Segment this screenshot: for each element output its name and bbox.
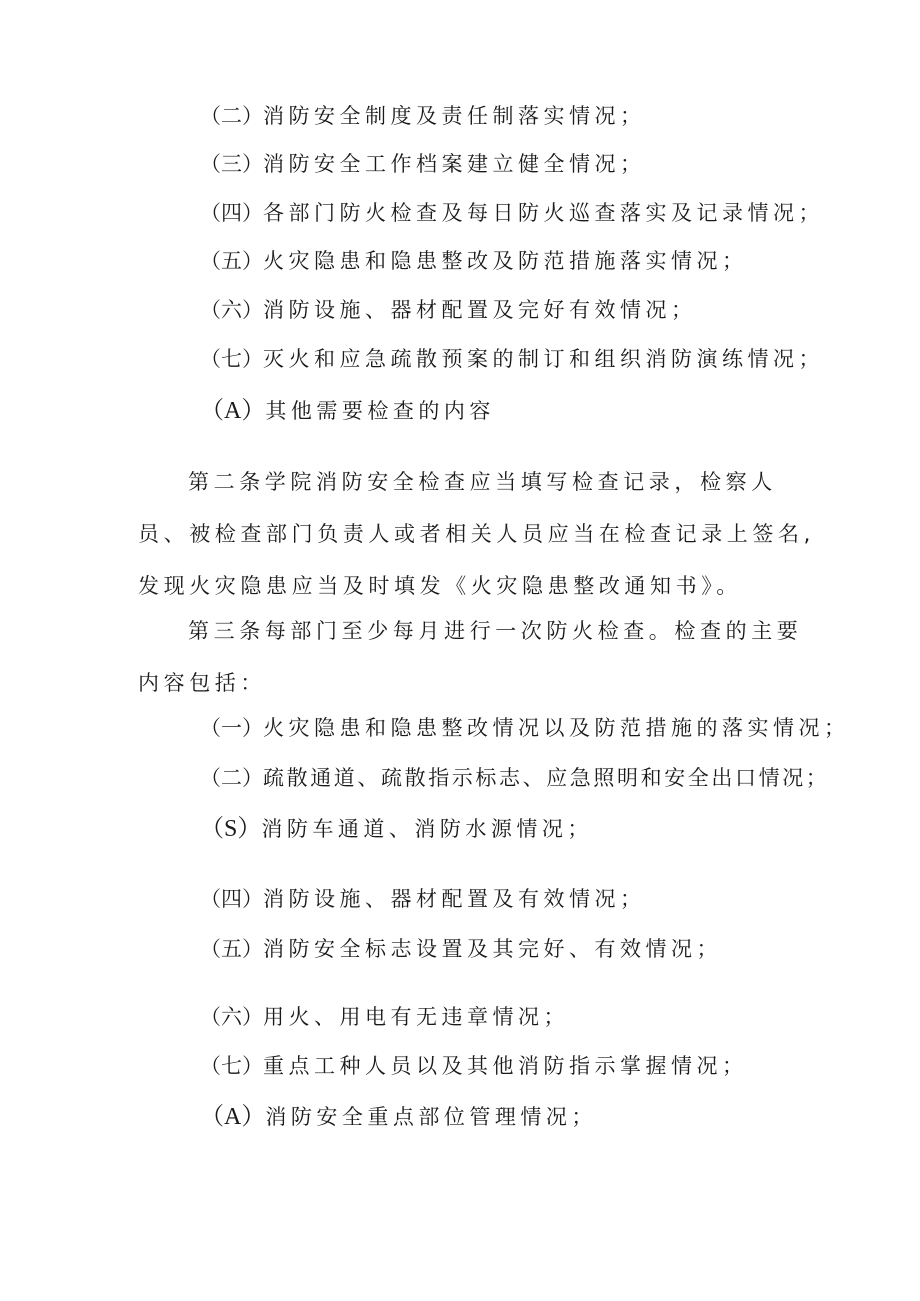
- article-3-paragraph: 第三条每部门至少每月进行一次防火检查。检查的主要内容包括：: [138, 619, 803, 695]
- list-text: 各部门防火检查及每日防火巡查落实及记录情况；: [263, 201, 824, 225]
- list-marker: （六）: [200, 1005, 263, 1029]
- list-text: 火灾隐患和隐患整改情况以及防范措施的落实情况；: [263, 716, 850, 740]
- list-marker: （七）: [200, 347, 263, 371]
- list-text: 其他需要检查的内容: [265, 399, 495, 423]
- list-text: 重点工种人员以及其他消防指示掌握情况；: [263, 1054, 748, 1078]
- list-marker: （五）: [200, 937, 263, 961]
- list-item: [200, 102, 646, 130]
- list-item: [200, 345, 824, 373]
- list-item: [200, 296, 697, 324]
- list-text: 火灾隐患和隐患整改及防范措施落实情况；: [263, 249, 748, 273]
- list-marker: （二）: [200, 104, 263, 128]
- list-text: 消防设施、器材配置及有效情况；: [263, 887, 646, 911]
- list-marker: （六）: [200, 298, 263, 322]
- list-text: 消防安全制度及责任制落实情况；: [263, 104, 646, 128]
- list-marker: （二）: [200, 766, 263, 790]
- list-marker: （三）: [200, 152, 263, 176]
- list-item: [200, 815, 593, 843]
- list-item: [200, 1052, 748, 1080]
- list-marker: （七）: [200, 1054, 263, 1078]
- list-item: [200, 1103, 597, 1131]
- list-text: 用火、用电有无违章情况；: [263, 1005, 569, 1029]
- list-item: [200, 714, 850, 742]
- list-item: [200, 1003, 569, 1031]
- list-text: 消防车通道、消防水源情况；: [261, 817, 593, 841]
- list-item: [200, 199, 824, 227]
- list-text: 疏散通道、疏散指示标志、应急照明和安全出口情况；: [263, 766, 830, 790]
- list-marker: （五）: [200, 249, 263, 273]
- list-item: [200, 885, 646, 913]
- list-marker: （一）: [200, 716, 263, 740]
- list-item: [200, 247, 748, 275]
- list-marker: （四）: [200, 887, 263, 911]
- list-item: [200, 764, 829, 792]
- list-item: [200, 397, 495, 425]
- list-marker: （A）: [200, 1104, 266, 1130]
- list-text: 消防安全标志设置及其完好、有效情况；: [263, 937, 722, 961]
- list-marker: （S）: [200, 816, 262, 842]
- list-marker: （A）: [200, 398, 266, 424]
- list-text: 消防安全重点部位管理情况；: [265, 1105, 597, 1129]
- list-text: 消防安全工作档案建立健全情况；: [263, 152, 646, 176]
- list-text: 灭火和应急疏散预案的制订和组织消防演练情况；: [263, 347, 824, 371]
- list-item: [200, 935, 722, 963]
- article-2-paragraph: 第二条学院消防安全检查应当填写检查记录，检察人员、被检查部门负责人或者相关人员应当在检查记录上签名,发现火灾隐患应当及时填发《火灾隐患整改通知书》。: [138, 470, 815, 598]
- list-marker: （四）: [200, 201, 263, 225]
- list-text: 消防设施、器材配置及完好有效情况；: [263, 298, 697, 322]
- list-item: [200, 150, 646, 178]
